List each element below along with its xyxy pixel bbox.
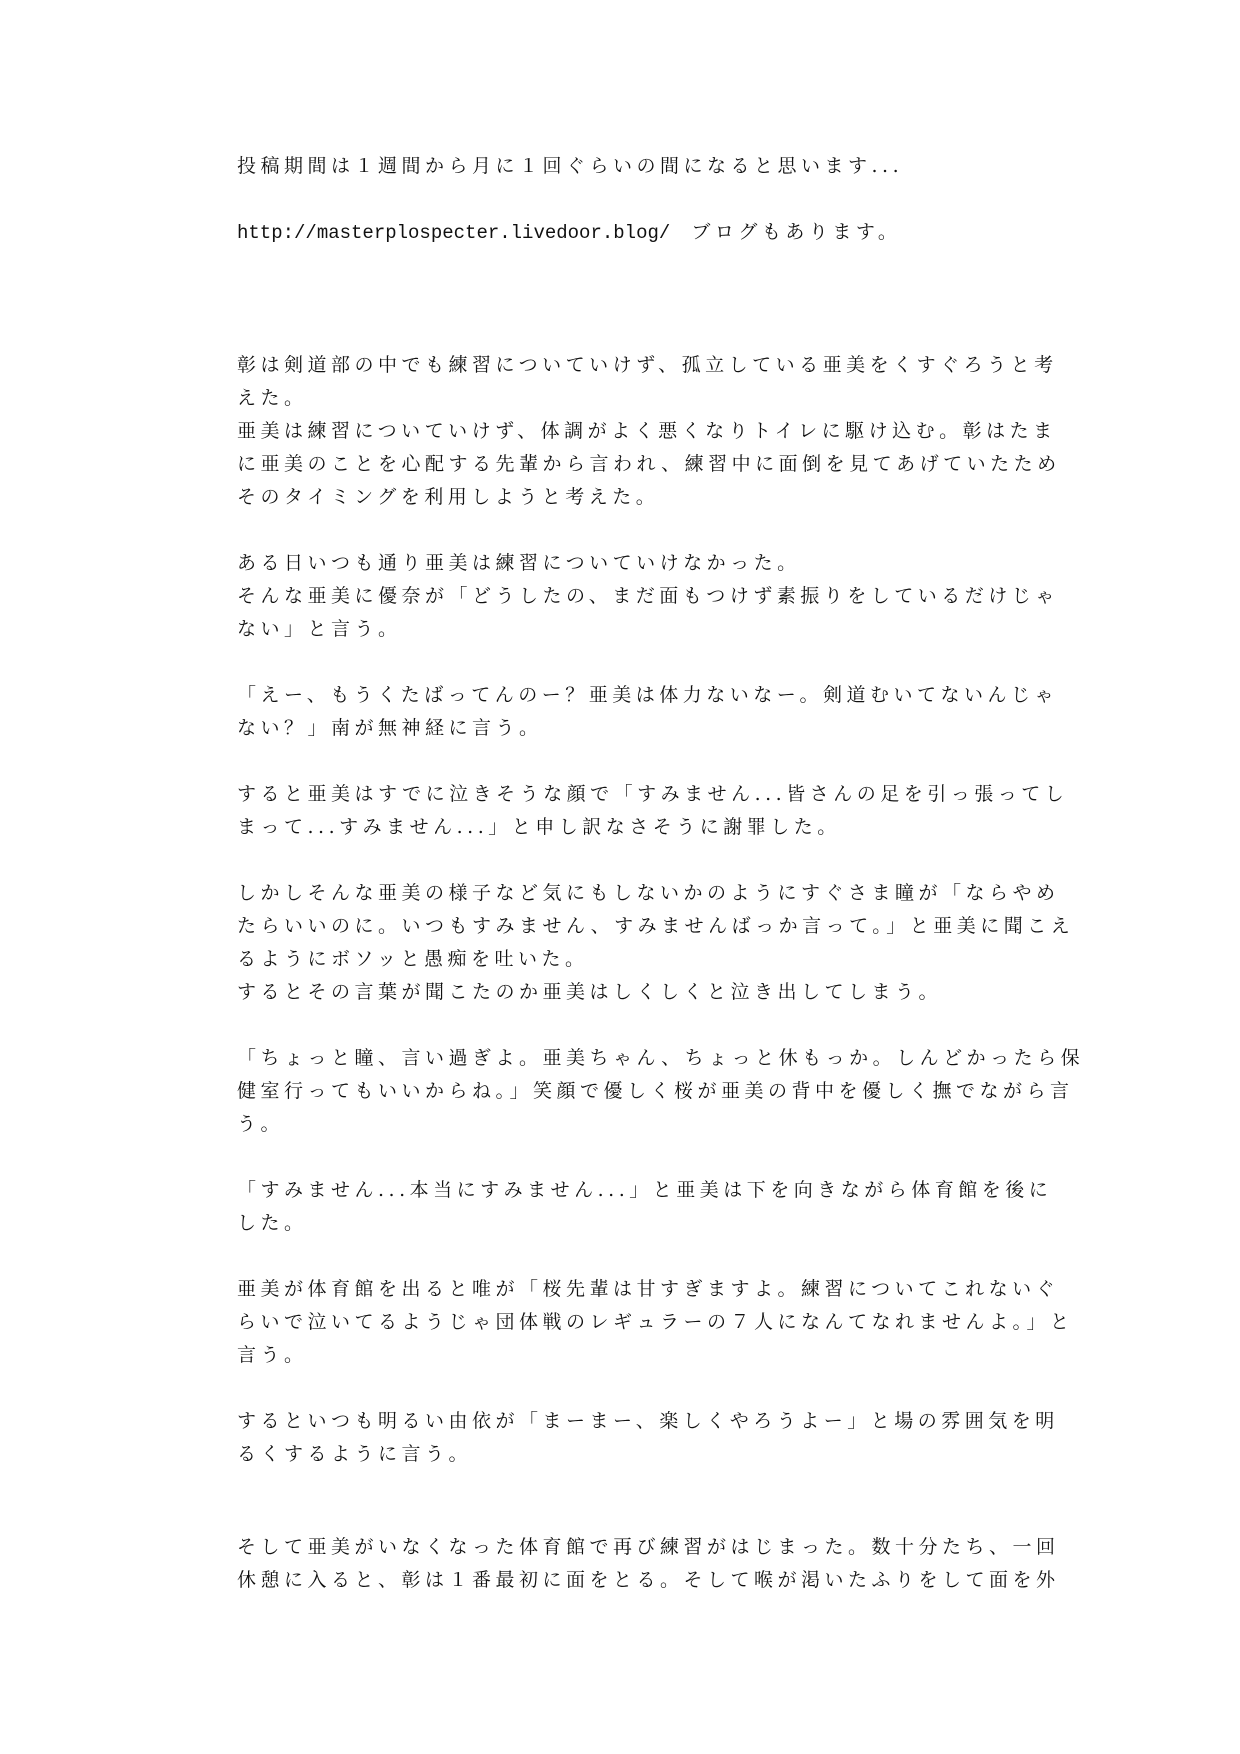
text-line: そのタイミングを利用しようと考えた。 — [237, 486, 660, 508]
text-line: う。 — [237, 1113, 285, 1135]
text-line: るくするように言う。 — [237, 1443, 473, 1465]
document-body — [237, 150, 1085, 1597]
text-line: すると亜美はすでに泣きそうな顔で「すみません...皆さんの足を引っ張ってし — [237, 783, 1069, 805]
text-line: るようにボソッと愚痴を吐いた。 — [237, 948, 589, 970]
paragraph-2 — [237, 547, 1059, 646]
text-line: 「すみません...本当にすみません...」と亜美は下を向きながら体育館を後に — [237, 1179, 1053, 1201]
text-line: ない」と言う。 — [237, 618, 402, 640]
text-line: まって...すみません...」と申し訳なさそうに謝罪した。 — [237, 816, 841, 838]
text-line: えた。 — [237, 387, 308, 409]
blog-label: ブログもあります。 — [691, 221, 902, 243]
text-line: 「ちょっと瞳、言い過ぎよ。亜美ちゃん、ちょっと休もっか。しんどかったら保 — [237, 1047, 1085, 1069]
text-line: 健室行ってもいいからね。」笑顔で優しく桜が亜美の背中を優しく撫でながら言 — [237, 1080, 1074, 1102]
blog-line — [237, 216, 1017, 249]
paragraph-5 — [237, 877, 1075, 1009]
text-line: ない？」南が無神経に言う。 — [237, 717, 543, 739]
text-line: そんな亜美に優奈が「どうしたの、まだ面もつけず素振りをしているだけじゃ — [237, 585, 1059, 607]
paragraph-4 — [237, 778, 1069, 844]
paragraph-7 — [237, 1174, 1053, 1240]
text-line: するとその言葉が聞こたのか亜美はしくしくと泣き出してしまう。 — [237, 981, 943, 1003]
text-line: らいで泣いてるようじゃ団体戦のレギュラーの７人になんてなれませんよ。」と — [237, 1311, 1074, 1333]
text-line: した。 — [237, 1212, 308, 1234]
text-line: たらいいのに。いつもすみません、すみませんばっか言って。」と亜美に聞こえ — [237, 915, 1075, 937]
text-line: するといつも明るい由依が「まーまー、楽しくやろうよー」と場の雰囲気を明 — [237, 1410, 1059, 1432]
paragraph-8 — [237, 1273, 1074, 1372]
posting-frequency-note: 投稿期間は１週間から月に１回ぐらいの間になると思います... — [237, 155, 904, 177]
paragraph-10 — [237, 1531, 1060, 1597]
text-line: に亜美のことを心配する先輩から言われ、練習中に面倒を見てあげていたため — [237, 453, 1061, 475]
paragraph-6 — [237, 1042, 1085, 1141]
text-line: そして亜美がいなくなった体育館で再び練習がはじまった。数十分たち、一回 — [237, 1536, 1060, 1558]
text-line: 亜美は練習についていけず、体調がよく悪くなりトイレに駆け込む。彰はたま — [237, 420, 1057, 442]
text-line: 「えー、もうくたばってんのー？亜美は体力ないなー。剣道むいてないんじゃ — [237, 684, 1058, 706]
paragraph-3 — [237, 679, 1058, 745]
text-line: 彰は剣道部の中でも練習についていけず、孤立している亜美をくすぐろうと考 — [237, 354, 1058, 376]
text-line: ある日いつも通り亜美は練習についていけなかった。 — [237, 552, 801, 574]
text-line: しかしそんな亜美の様子など気にもしないかのようにすぐさま瞳が「ならやめ — [237, 882, 1060, 904]
paragraph-1 — [237, 349, 1061, 514]
blog-url-link[interactable]: http://masterplospecter.livedoor.blog/ — [237, 222, 671, 244]
text-line: 休憩に入ると、彰は１番最初に面をとる。そして喉が渇いたふりをして面を外 — [237, 1569, 1060, 1591]
text-line: 言う。 — [237, 1344, 308, 1366]
text-line: 亜美が体育館を出ると唯が「桜先輩は甘すぎますよ。練習についてこれないぐ — [237, 1278, 1060, 1300]
paragraph-9 — [237, 1405, 1059, 1471]
